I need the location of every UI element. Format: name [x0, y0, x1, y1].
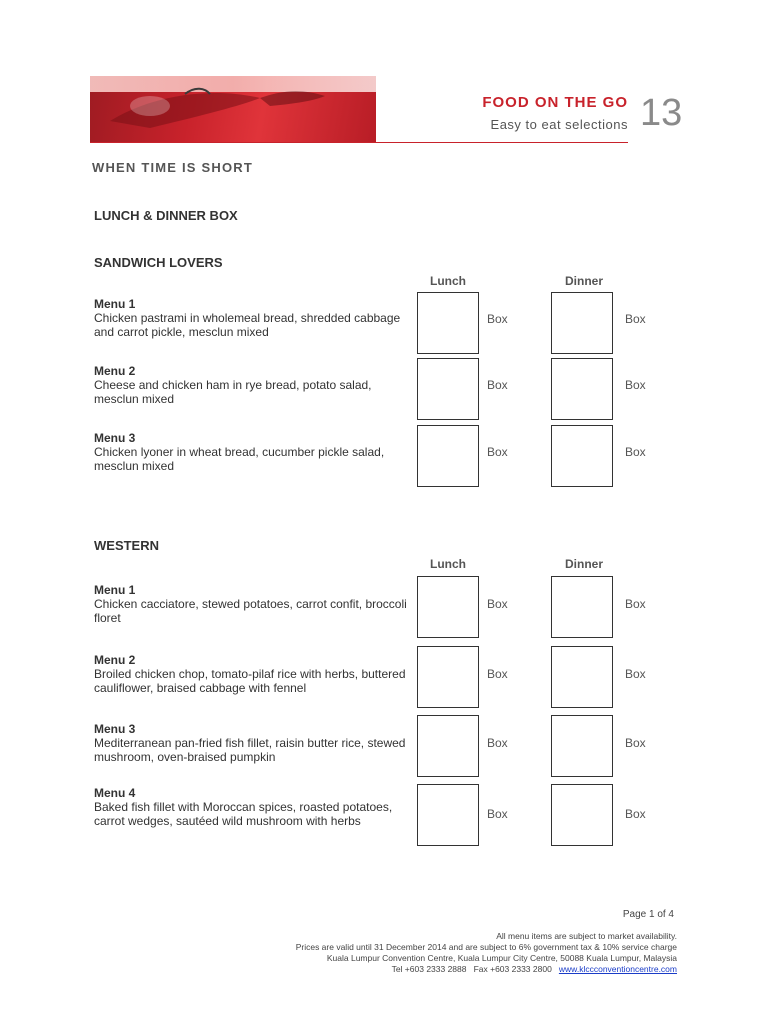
menu-name: Menu 4 [94, 786, 136, 800]
main-heading: LUNCH & DINNER BOX [94, 208, 238, 223]
menu-item [94, 786, 414, 828]
menu-description: Broiled chicken chop, tomato-pilaf rice with herbs, buttered cauliflower, braised cabbage with fennel [94, 667, 406, 695]
menu-description: Mediterranean pan-fried fish fillet, raisin butter rice, stewed mushroom, oven-braised pumpkin [94, 736, 406, 764]
menu-description: Cheese and chicken ham in rye bread, potato salad, mesclun mixed [94, 378, 372, 406]
footer-phone-fax: Tel +603 2333 2888 Fax +603 2333 2800 [391, 964, 559, 974]
section-title: SANDWICH LOVERS [94, 255, 223, 270]
website-link[interactable]: www.klccconventioncentre.com [558, 964, 677, 974]
column-dinner: Dinner [564, 557, 603, 571]
box-label: Box [625, 736, 646, 750]
column-lunch: Lunch [430, 557, 466, 571]
box-label: Box [625, 378, 646, 392]
footer-notes [200, 931, 677, 975]
box-label: Box [625, 807, 646, 821]
dinner-box-checkbox[interactable] [551, 646, 613, 708]
lunch-box-checkbox[interactable] [417, 715, 479, 777]
section-title: WESTERN [94, 538, 159, 553]
menu-item [94, 583, 414, 625]
menu-item [94, 431, 414, 473]
dinner-box-checkbox[interactable] [551, 292, 613, 354]
lunch-box-checkbox[interactable] [417, 425, 479, 487]
column-dinner: Dinner [564, 274, 603, 288]
kicker-heading: WHEN TIME IS SHORT [92, 160, 253, 175]
footer-availability: All menu items are subject to market availability. [496, 931, 677, 941]
dinner-box-checkbox[interactable] [551, 425, 613, 487]
dinner-box-checkbox[interactable] [551, 784, 613, 846]
box-label: Box [487, 807, 508, 821]
box-label: Box [487, 378, 508, 392]
menu-item [94, 364, 414, 406]
dinner-box-checkbox[interactable] [551, 576, 613, 638]
lunch-box-checkbox[interactable] [417, 646, 479, 708]
chili-pepper-image [90, 76, 376, 142]
footer-contact [200, 964, 677, 975]
menu-item [94, 653, 414, 695]
box-label: Box [487, 312, 508, 326]
menu-description: Chicken cacciatore, stewed potatoes, carrot confit, broccoli floret [94, 597, 407, 625]
menu-name: Menu 1 [94, 297, 136, 311]
box-label: Box [625, 312, 646, 326]
menu-item [94, 722, 414, 764]
menu-name: Menu 3 [94, 431, 136, 445]
dinner-box-checkbox[interactable] [551, 358, 613, 420]
brand-subtitle: Easy to eat selections [490, 117, 628, 132]
menu-item [94, 297, 414, 339]
menu-name: Menu 3 [94, 722, 136, 736]
menu-name: Menu 1 [94, 583, 136, 597]
box-label: Box [487, 445, 508, 459]
box-label: Box [487, 736, 508, 750]
lunch-box-checkbox[interactable] [417, 292, 479, 354]
box-label: Box [625, 445, 646, 459]
menu-description: Baked fish fillet with Moroccan spices, roasted potatoes, carrot wedges, sautéed wild mushroom with herbs [94, 800, 393, 828]
footer-address: Kuala Lumpur Convention Centre, Kuala Lumpur City Centre, 50088 Kuala Lumpur, Malaysia [326, 953, 677, 963]
lunch-box-checkbox[interactable] [417, 358, 479, 420]
header-rule [90, 142, 628, 143]
menu-description: Chicken lyoner in wheat bread, cucumber pickle salad, mesclun mixed [94, 445, 385, 473]
box-label: Box [625, 667, 646, 681]
lunch-box-checkbox[interactable] [417, 576, 479, 638]
dinner-box-checkbox[interactable] [551, 715, 613, 777]
page-indicator: Page 1 of 4 [622, 909, 674, 920]
footer-prices: Prices are valid until 31 December 2014 and are subject to 6% government tax & 10% service charge [295, 942, 677, 952]
column-lunch: Lunch [430, 274, 466, 288]
menu-name: Menu 2 [94, 364, 136, 378]
box-label: Box [487, 667, 508, 681]
brand-title: FOOD ON THE GO [482, 94, 628, 111]
box-label: Box [625, 597, 646, 611]
menu-description: Chicken pastrami in wholemeal bread, shredded cabbage and carrot pickle, mesclun mixed [94, 311, 401, 339]
header-photo [90, 76, 376, 142]
lunch-box-checkbox[interactable] [417, 784, 479, 846]
box-label: Box [487, 597, 508, 611]
section-page-number: 13 [640, 92, 683, 134]
menu-name: Menu 2 [94, 653, 136, 667]
